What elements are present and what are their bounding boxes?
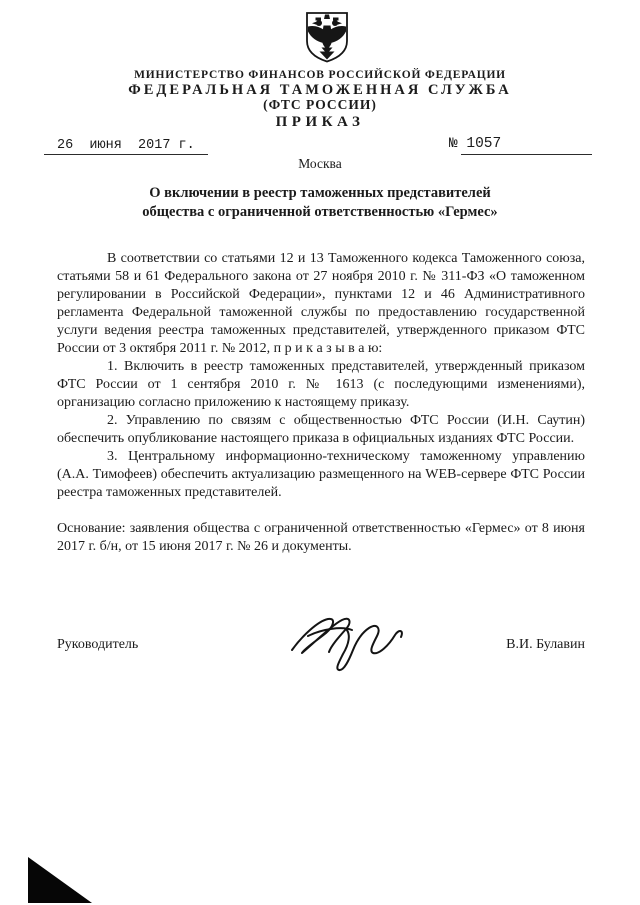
order-item-3: 3. Центральному информационно-техническому таможенному управлению (А.А. Тимофеев) обеспечить актуализацию размещенного на WEB-сервере ФТС России реестра таможенных представителей. xyxy=(57,449,585,500)
signer-name: В.И. Булавин xyxy=(506,637,585,652)
document-date: 26 июня 2017 г. xyxy=(57,138,195,153)
preamble-paragraph: В соответствии со статьями 12 и 13 Таможенного кодекса Таможенного союза, статьями 58 и 61 Федерального закона от 27 ноября 2010 г. № 311-ФЗ «О таможенном регулировании в Российской Федерации», пунктами 12 и 46 Административного регламента Федеральной таможенной службы по предоставлению государственной услуги ведения реестра таможенных представителей, утвержденного приказом ФТС России от 3 октября 2011 г. № 2012, п р и к а з ы в а ю: xyxy=(57,251,585,356)
date-underline xyxy=(44,154,208,155)
number-underline xyxy=(461,154,592,155)
handwritten-signature-mark xyxy=(288,608,412,674)
agency-short-name: (ФТС РОССИИ) xyxy=(263,97,377,112)
document-title-line1: О включении в реестр таможенных представителей xyxy=(149,185,491,201)
agency-name: ФЕДЕРАЛЬНАЯ ТАМОЖЕННАЯ СЛУЖБА xyxy=(128,82,512,98)
document-body xyxy=(57,250,585,556)
document-number: № 1057 xyxy=(449,136,502,152)
scan-corner-black-triangle xyxy=(28,857,92,903)
city-label: Москва xyxy=(298,156,342,171)
order-item-1: 1. Включить в реестр таможенных представителей, утвержденный приказом ФТС России от 1 сентября 2010 г. № 1613 (с последующими изменениями), организацию согласно приложению к настоящему приказу. xyxy=(57,359,585,410)
document-title xyxy=(0,184,640,222)
double-headed-eagle-emblem-icon xyxy=(304,11,350,64)
basis-paragraph: Основание: заявления общества с ограниченной ответственностью «Гермес» от 8 июня 2017 г. б/н, от 15 июня 2017 г. № 26 и документы. xyxy=(57,521,585,554)
document-title-line2: общества с ограниченной ответственностью «Гермес» xyxy=(142,204,498,220)
order-item-2: 2. Управлению по связям с общественностью ФТС России (И.Н. Саутин) обеспечить опубликование настоящего приказа в официальных изданиях ФТС России. xyxy=(57,413,585,446)
signer-role: Руководитель xyxy=(57,637,139,652)
ministry-name: МИНИСТЕРСТВО ФИНАНСОВ РОССИЙСКОЙ ФЕДЕРАЦИИ xyxy=(134,69,506,81)
document-type: ПРИКАЗ xyxy=(275,114,365,130)
